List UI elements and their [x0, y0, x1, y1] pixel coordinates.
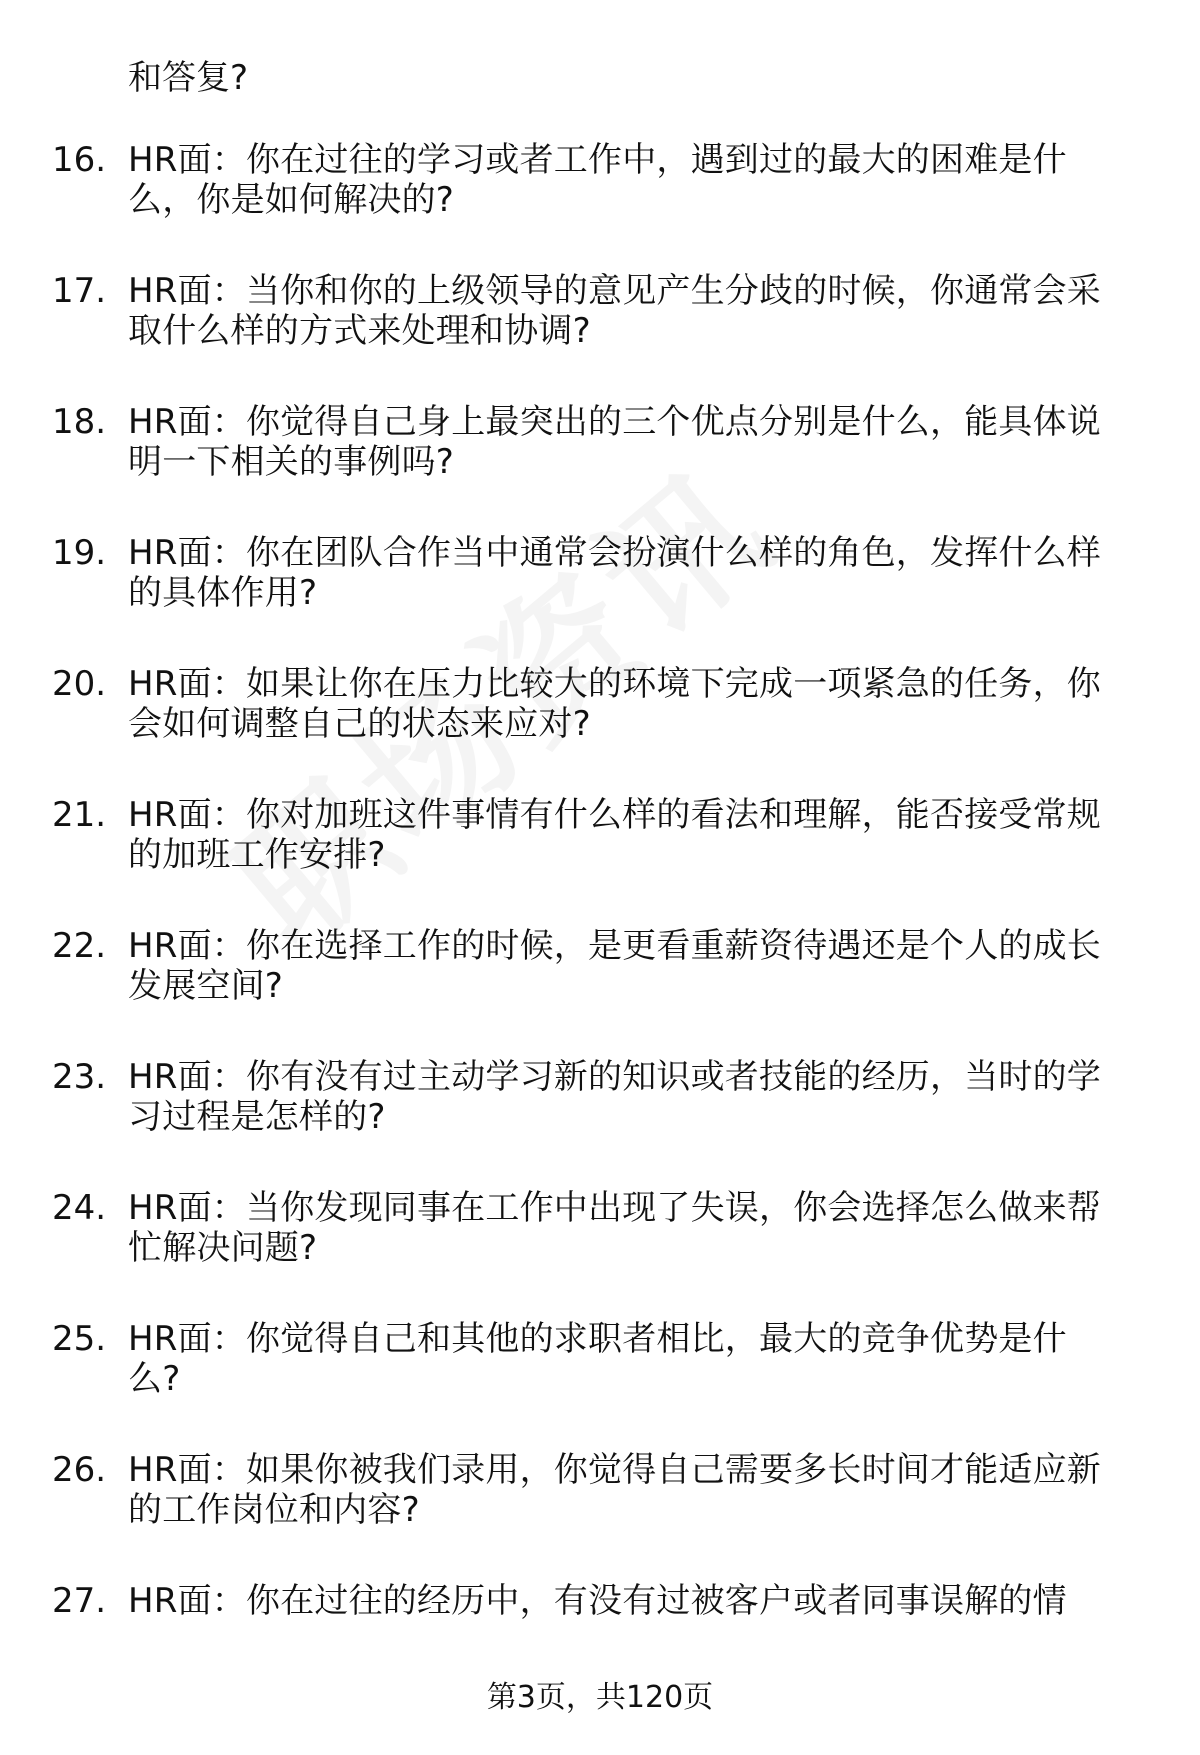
question-text — [128, 1450, 1158, 1530]
list-item — [0, 926, 1200, 1057]
question-line: HR面：你觉得自己和其他的求职者相比，最大的竞争优势是什 — [128, 1319, 1067, 1359]
question-text — [128, 402, 1158, 482]
question-line: 么? — [128, 1359, 181, 1399]
question-text — [128, 140, 1158, 220]
question-text — [128, 533, 1158, 613]
list-item — [0, 140, 1200, 271]
question-line: HR面：你在过往的学习或者工作中，遇到过的最大的困难是什 — [128, 140, 1067, 180]
question-line: HR面：你觉得自己身上最突出的三个优点分别是什么，能具体说 — [128, 402, 1101, 442]
question-list — [0, 140, 1200, 1712]
question-line: 习过程是怎样的? — [128, 1097, 386, 1137]
question-number: 16. — [52, 140, 107, 180]
question-line: 明一下相关的事例吗? — [128, 442, 455, 482]
question-text — [128, 1581, 1158, 1621]
question-line: HR面：如果让你在压力比较大的环境下完成一项紧急的任务，你 — [128, 664, 1101, 704]
question-line: 的工作岗位和内容? — [128, 1490, 420, 1530]
question-text — [128, 926, 1158, 1006]
question-line: 取什么样的方式来处理和协调? — [128, 311, 591, 351]
list-item — [0, 1057, 1200, 1188]
list-item — [0, 664, 1200, 795]
question-number: 20. — [52, 664, 107, 704]
question-line: HR面：你在选择工作的时候，是更看重薪资待遇还是个人的成长 — [128, 926, 1101, 966]
question-number: 22. — [52, 926, 107, 966]
question-line: HR面：你在过往的经历中，有没有过被客户或者同事误解的情 — [128, 1581, 1067, 1621]
question-number: 25. — [52, 1319, 107, 1359]
question-number: 24. — [52, 1188, 107, 1228]
list-item — [0, 533, 1200, 664]
question-text — [128, 664, 1158, 744]
list-item — [0, 795, 1200, 926]
question-number: 18. — [52, 402, 107, 442]
question-line: 忙解决问题? — [128, 1228, 318, 1268]
question-line: HR面：你对加班这件事情有什么样的看法和理解，能否接受常规 — [128, 795, 1101, 835]
question-line: 发展空间? — [128, 966, 284, 1006]
question-line: 的具体作用? — [128, 573, 318, 613]
question-text — [128, 1188, 1158, 1268]
list-item — [0, 402, 1200, 533]
question-line: 么，你是如何解决的? — [128, 180, 455, 220]
question-number: 17. — [52, 271, 107, 311]
question-text — [128, 795, 1158, 875]
question-line: HR面：当你和你的上级领导的意见产生分歧的时候，你通常会采 — [128, 271, 1101, 311]
list-item — [0, 1450, 1200, 1581]
continuation-text: 和答复? — [128, 58, 249, 98]
question-number: 23. — [52, 1057, 107, 1097]
question-text — [128, 1319, 1158, 1399]
question-line: HR面：你有没有过主动学习新的知识或者技能的经历，当时的学 — [128, 1057, 1101, 1097]
question-number: 27. — [52, 1581, 107, 1621]
question-line: 的加班工作安排? — [128, 835, 386, 875]
question-line: HR面：你在团队合作当中通常会扮演什么样的角色，发挥什么样 — [128, 533, 1101, 573]
question-number: 26. — [52, 1450, 107, 1490]
list-item — [0, 1319, 1200, 1450]
question-text — [128, 271, 1158, 351]
page-footer: 第3页，共120页 — [486, 1680, 714, 1715]
question-line: 会如何调整自己的状态来应对? — [128, 704, 591, 744]
list-item — [0, 271, 1200, 402]
list-item — [0, 1188, 1200, 1319]
question-line: HR面：当你发现同事在工作中出现了失误，你会选择怎么做来帮 — [128, 1188, 1101, 1228]
question-number: 21. — [52, 795, 107, 835]
question-text — [128, 1057, 1158, 1137]
question-line: HR面：如果你被我们录用，你觉得自己需要多长时间才能适应新 — [128, 1450, 1101, 1490]
question-number: 19. — [52, 533, 107, 573]
